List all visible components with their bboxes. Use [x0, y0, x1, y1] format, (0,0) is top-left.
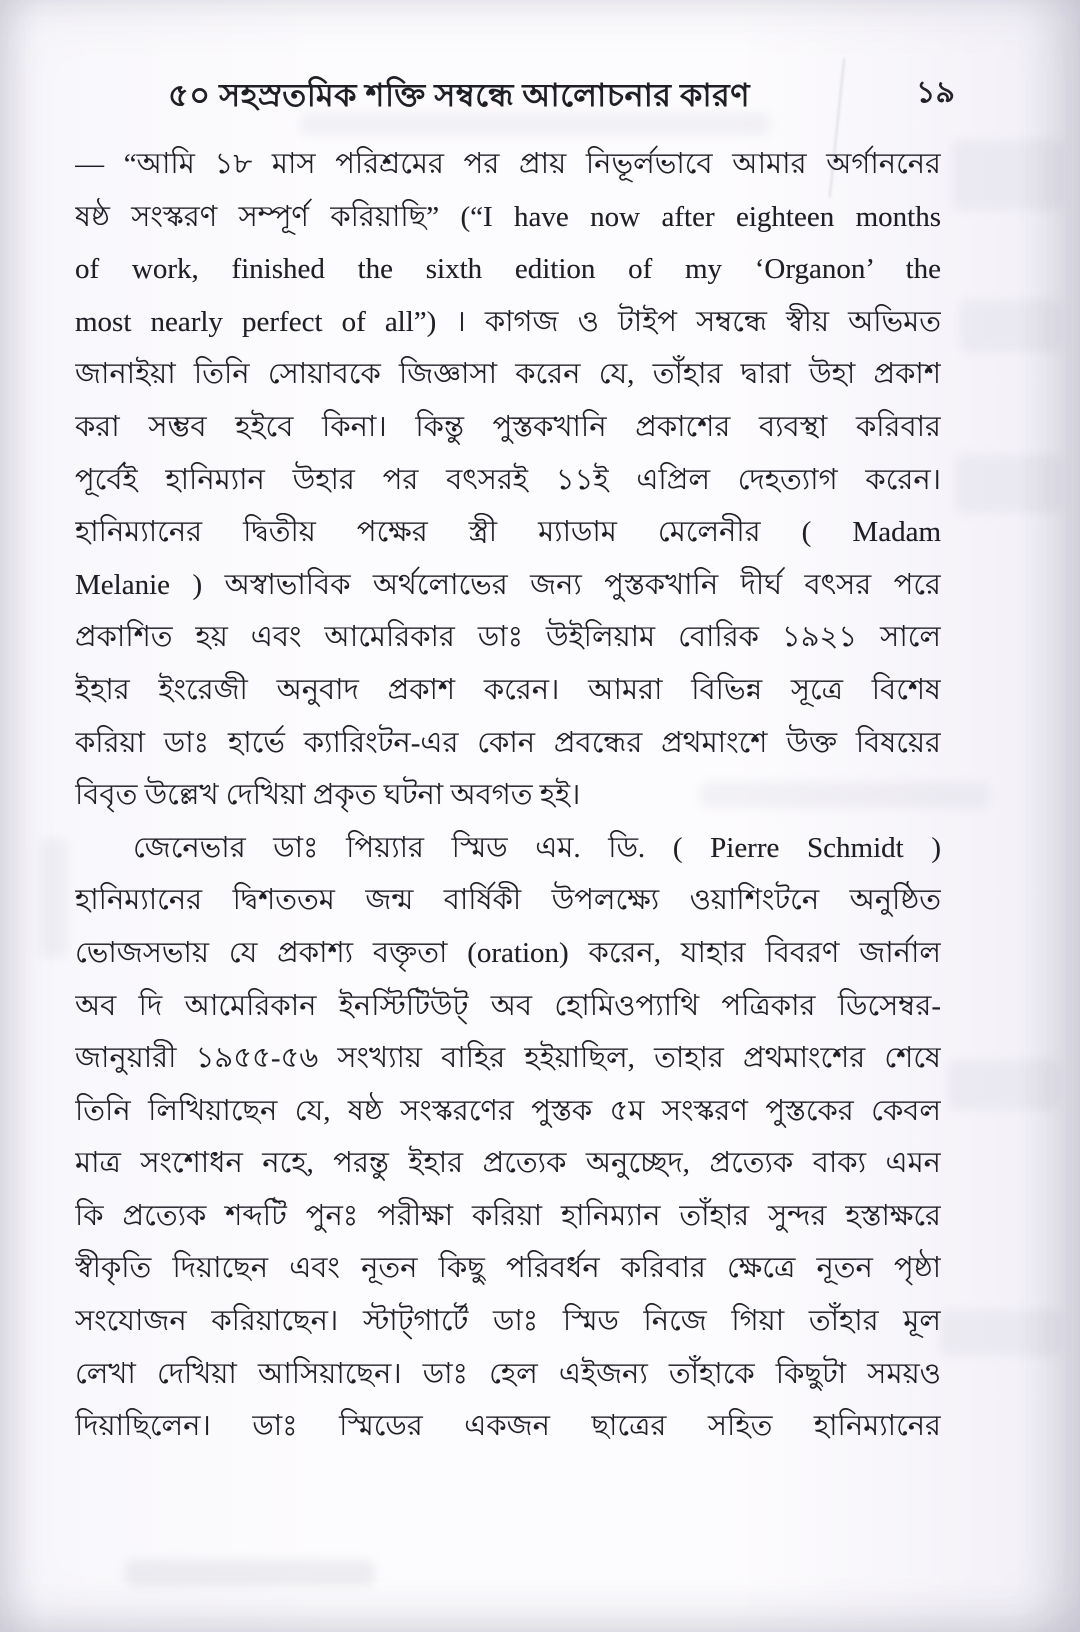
text-line: most nearly perfect of all”) । কাগজ ও টাইপ সম্বন্ধে স্বীয় অভিমত: [75, 305, 941, 338]
text-line: Melanie ) অস্বাভাবিক অর্থলোভের জন্য পুস্তকখানি দীর্ঘ বৎসর পরে: [75, 568, 941, 601]
text-line: সংযোজন করিয়াছেন। স্টাট্গার্টে ডাঃ স্মিড নিজে গিয়া তাঁহার মূল: [75, 1305, 941, 1338]
text-line: ইহার ইংরেজী অনুবাদ প্রকাশ করেন। আমরা বিভিন্ন সূত্রে বিশেষ: [75, 673, 941, 706]
text-line: ষষ্ঠ সংস্করণ সম্পূর্ণ করিয়াছি” (“I have now after eighteen months: [75, 200, 941, 233]
page-header-title: ৫০ সহস্রতমিক শক্তি সম্বন্ধে আলোচনার কারণ: [168, 77, 751, 113]
bleed-through-artifact: [952, 140, 1062, 210]
bleed-through-artifact: [955, 455, 1060, 513]
text-line: করিয়া ডাঃ হার্ভে ক্যারিংটন-এর কোন প্রবন্ধের প্রথমাংশে উক্ত বিষয়ের: [75, 726, 941, 759]
text-line: প্রকাশিত হয় এবং আমেরিকার ডাঃ উইলিয়াম বোরিক ১৯২১ সালে: [75, 621, 941, 654]
text-line: — “আমি ১৮ মাস পরিশ্রমের পর প্রায় নিভূর্লভাবে আমার অর্গাননের: [75, 148, 941, 180]
text-line: স্বীকৃতি দিয়াছেন এবং নূতন কিছু পরিবর্ধন করিবার ক্ষেত্রে নূতন পৃষ্ঠা: [75, 1252, 941, 1285]
text-line: মাত্র সংশোধন নহে, পরন্তু ইহার প্রত্যেক অনুচ্ছেদ, প্রত্যেক বাক্য এমন: [75, 1147, 941, 1180]
text-line: জানুয়ারী ১৯৫৫-৫৬ সংখ্যায় বাহির হইয়াছিল, তাহার প্রথমাংশের শেষে: [75, 1042, 941, 1075]
bleed-through-artifact: [940, 1310, 1060, 1356]
text-line: of work, finished the sixth edition of my ‘Organon’ the: [75, 253, 941, 286]
text-line: করা সম্ভব হইবে কিনা। কিন্তু পুস্তকখানি প্রকাশের ব্যবস্থা করিবার: [75, 410, 941, 443]
text-line: জেনেভার ডাঃ পিয়্যার স্মিড এম. ডি. ( Pierre Schmidt ): [133, 831, 941, 864]
bleed-through-artifact: [948, 1060, 1058, 1110]
text-line: অব দি আমেরিকান ইনস্টিটিউট্ অব হোমিওপ্যাথি পত্রিকার ডিসেম্বর-: [75, 989, 941, 1022]
text-line: জানাইয়া তিনি সোয়াবকে জিজ্ঞাসা করেন যে, তাঁহার দ্বারা উহা প্রকাশ: [75, 358, 941, 391]
text-line: তিনি লিখিয়াছেন যে, ষষ্ঠ সংস্করণের পুস্তক ৫ম সংস্করণ পুস্তকের কেবল: [75, 1094, 941, 1127]
text-line: হানিম্যানের দ্বিশততম জন্ম বার্ষিকী উপলক্ষ্যে ওয়াশিংটনে অনুষ্ঠিত: [75, 884, 941, 917]
text-line: হানিম্যানের দ্বিতীয় পক্ষের স্ত্রী ম্যাডাম মেলেনীর ( Madam: [75, 516, 941, 549]
body-text: [75, 138, 941, 1453]
text-line: পূর্বেই হানিম্যান উহার পর বৎসরই ১১ই এপ্রিল দেহত্যাগ করেন।: [75, 463, 941, 496]
text-line: কি প্রত্যেক শব্দটি পুনঃ পরীক্ষা করিয়া হানিম্যান তাঁহার সুন্দর হস্তাক্ষরে: [75, 1199, 941, 1232]
text-line: লেখা দেখিয়া আসিয়াছেন। ডাঃ হেল এইজন্য তাঁহাকে কিছুটা সময়ও: [75, 1357, 941, 1390]
text-line: দিয়াছিলেন। ডাঃ স্মিডের একজন ছাত্রের সহিত হানিম্যানের: [75, 1410, 941, 1443]
text-line: বিবৃত উল্লেখ দেখিয়া প্রকৃত ঘটনা অবগত হই।: [75, 779, 581, 812]
bleed-through-artifact: [960, 300, 1060, 352]
text-line: ভোজসভায় যে প্রকাশ্য বক্তৃতা (oration) করেন, যাহার বিবরণ জার্নাল: [75, 936, 941, 969]
bleed-through-artifact: [125, 1560, 375, 1586]
page-number: ১৯: [916, 76, 955, 109]
bleed-through-artifact: [40, 838, 68, 958]
